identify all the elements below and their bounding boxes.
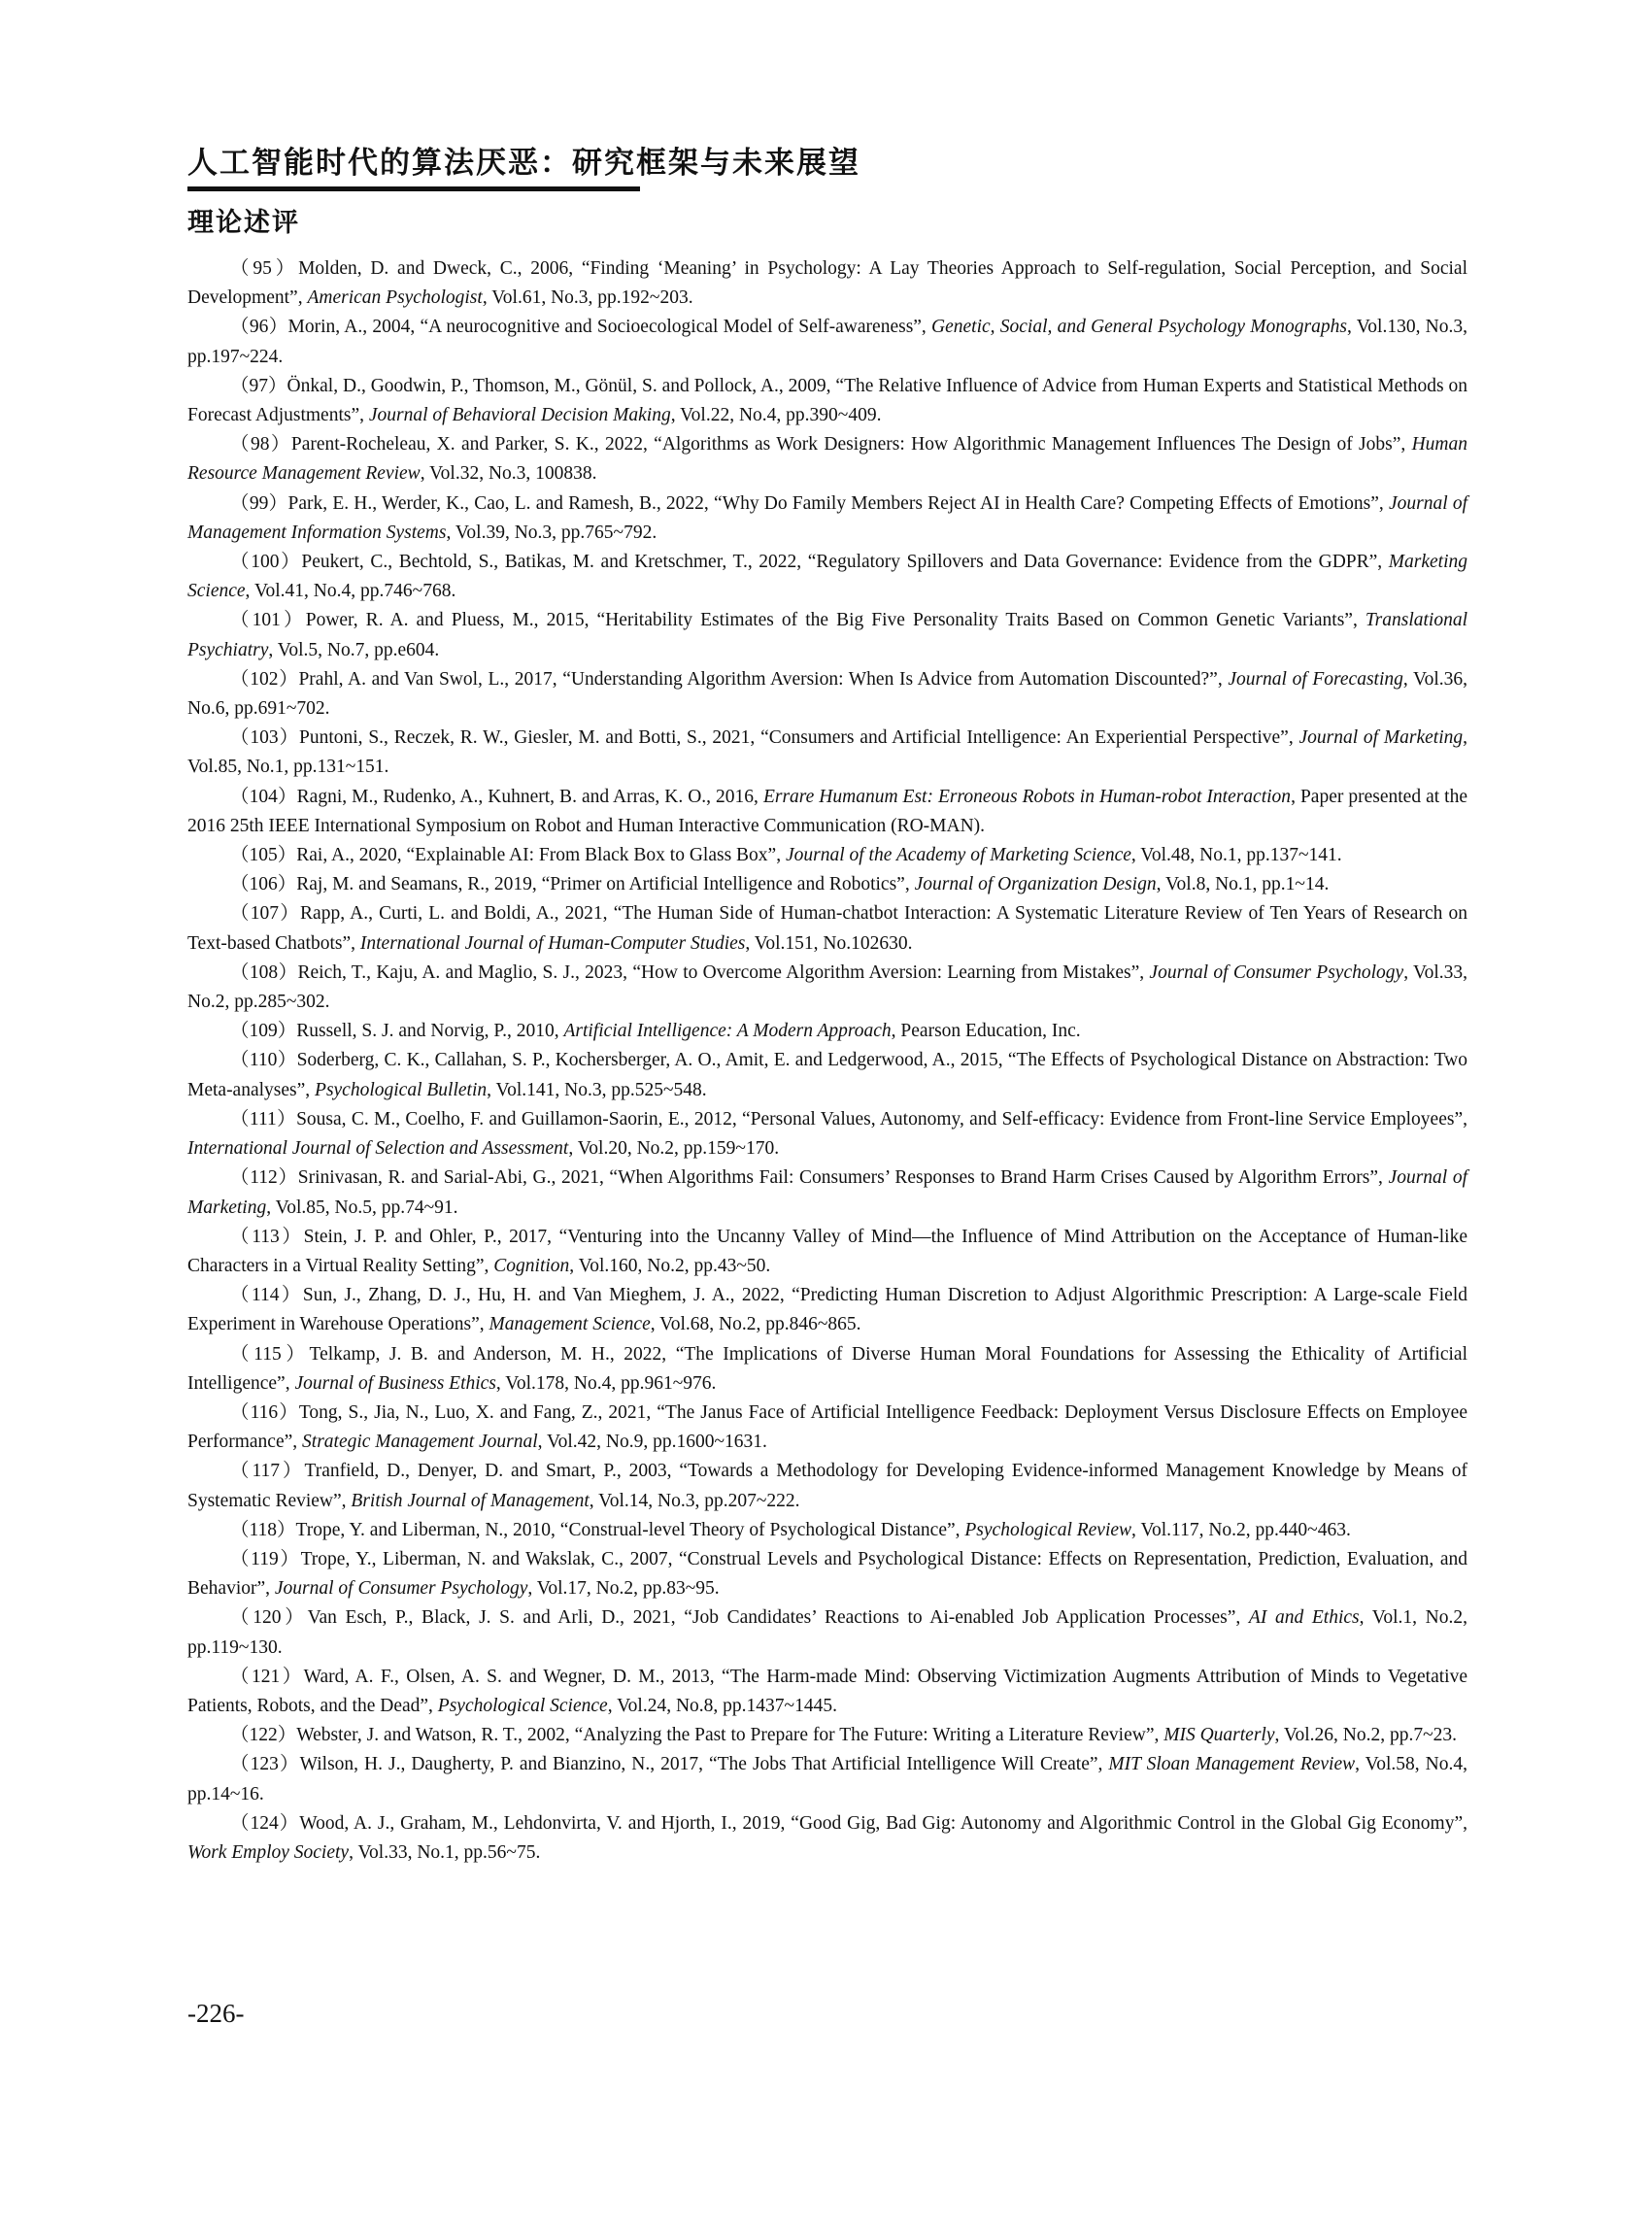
reference-details: , Vol.1, No.2, pp.119~130.: [187, 1607, 1467, 1658]
reference-details: , Vol.178, No.4, pp.961~976.: [495, 1372, 717, 1394]
reference-text: （123）Wilson, H. J., Daugherty, P. and Bianzino, N., 2017, “The Jobs That Artificial Intelligence Will Create”,: [230, 1754, 1109, 1775]
reference-text: （103）Puntoni, S., Reczek, R. W., Giesler, M. and Botti, S., 2021, “Consumers and Artificial Intelligence: An Experiential Perspective”,: [230, 727, 1299, 749]
reference-entry: [187, 548, 1467, 606]
reference-details: , Vol.5, No.7, pp.e604.: [268, 639, 440, 660]
reference-entry: [187, 899, 1467, 958]
reference-journal: Work Employ Society: [187, 1841, 350, 1863]
reference-journal: Management Science: [489, 1314, 651, 1335]
reference-entry: [187, 372, 1467, 430]
reference-text: （117）Tranfield, D., Denyer, D. and Smart, P., 2003, “Towards a Methodology for Developing Evidence-informed Management Knowledge by Means of Systematic Review”,: [187, 1461, 1467, 1511]
reference-journal: American Psychologist: [307, 287, 483, 309]
reference-entry: [187, 1105, 1467, 1164]
reference-journal: Journal of Marketing: [187, 1167, 1467, 1218]
reference-entry: [187, 1809, 1467, 1868]
reference-journal: British Journal of Management: [351, 1490, 590, 1511]
reference-text: （119）Trope, Y., Liberman, N. and Wakslak, C., 2007, “Construal Levels and Psychological Distance: Effects on Representation, Prediction, Evaluation, and Behavior”,: [187, 1548, 1467, 1600]
reference-details: , Vol.48, No.1, pp.137~141.: [1130, 845, 1342, 866]
reference-journal: MIS Quarterly: [1163, 1725, 1275, 1746]
reference-details: , Vol.85, No.1, pp.131~151.: [187, 727, 1467, 778]
header-rule: [187, 186, 640, 191]
reference-entry: [187, 1281, 1467, 1339]
reference-journal: MIT Sloan Management Review: [1108, 1754, 1356, 1775]
reference-journal: Cognition: [493, 1255, 570, 1276]
reference-text: （99）Park, E. H., Werder, K., Cao, L. and Ramesh, B., 2022, “Why Do Family Members Reject AI in Health Care? Competing Effects of Emotions”,: [230, 492, 1389, 514]
reference-entry: [187, 1046, 1467, 1104]
reference-entry: [187, 1399, 1467, 1457]
article-title: 人工智能时代的算法厌恶：研究框架与未来展望: [187, 146, 860, 181]
reference-details: , Vol.58, No.4, pp.14~16.: [187, 1754, 1467, 1804]
reference-journal: Artificial Intelligence: A Modern Approach: [563, 1021, 892, 1042]
reference-details: , Vol.33, No.2, pp.285~302.: [187, 961, 1467, 1013]
reference-entry: [187, 1721, 1467, 1750]
reference-details: , Vol.33, No.1, pp.56~75.: [349, 1841, 541, 1863]
reference-text: （111）Sousa, C. M., Coelho, F. and Guillamon-Saorin, E., 2012, “Personal Values, Autonomy, and Self-efficacy: Evidence from Front-line Service Employees”,: [230, 1108, 1467, 1130]
reference-journal: Errare Humanum Est: Erroneous Robots in Human-robot Interaction: [762, 786, 1292, 807]
reference-entry: [187, 783, 1467, 841]
reference-text: （100）Peukert, C., Bechtold, S., Batikas, M. and Kretschmer, T., 2022, “Regulatory Spillovers and Data Governance: Evidence from the GDPR”,: [230, 552, 1389, 573]
reference-text: （96）Morin, A., 2004, “A neurocognitive and Socioecological Model of Self-awareness”,: [230, 317, 932, 338]
reference-details: , Vol.20, No.2, pp.159~170.: [568, 1138, 780, 1160]
reference-text: （124）Wood, A. J., Graham, M., Lehdonvirta, V. and Hjorth, I., 2019, “Good Gig, Bad Gig: Autonomy and Algorithmic Control in the Global Gig Economy”,: [230, 1812, 1467, 1834]
reference-details: , Vol.42, No.9, pp.1600~1631.: [537, 1432, 767, 1453]
reference-details: , Vol.32, No.3, 100838.: [420, 463, 597, 485]
reference-entry: [187, 313, 1467, 371]
reference-text: （95）Molden, D. and Dweck, C., 2006, “Finding ‘Meaning’ in Psychology: A Lay Theories Approach to Self-regulation, Social Perception, and Social Development”,: [187, 258, 1467, 309]
reference-entry: [187, 1516, 1467, 1545]
reference-entry: [187, 1223, 1467, 1281]
reference-entry: [187, 665, 1467, 724]
reference-journal: International Journal of Human-Computer Studies: [359, 932, 746, 954]
reference-entry: [187, 1663, 1467, 1721]
reference-text: （97）Önkal, D., Goodwin, P., Thomson, M., Gönül, S. and Pollock, A., 2009, “The Relative Influence of Advice from Human Experts and Statistical Methods on Forecast Adjustments”,: [187, 375, 1467, 426]
reference-text: （114）Sun, J., Zhang, D. J., Hu, H. and Van Mieghem, J. A., 2022, “Predicting Human Discretion to Adjust Algorithmic Prescription: A Large-scale Field Experiment in Warehouse Operations”,: [187, 1285, 1467, 1335]
reference-entry: [187, 606, 1467, 664]
reference-entry: [187, 489, 1467, 548]
reference-journal: Journal of Business Ethics: [294, 1372, 496, 1394]
reference-journal: Translational Psychiatry: [187, 610, 1467, 660]
reference-text: （108）Reich, T., Kaju, A. and Maglio, S. J., 2023, “How to Overcome Algorithm Aversion: Learning from Mistakes”,: [230, 961, 1150, 983]
reference-journal: Journal of the Academy of Marketing Science: [785, 845, 1131, 866]
reference-text: （113）Stein, J. P. and Ohler, P., 2017, “Venturing into the Uncanny Valley of Mind—the Influence of Mind Attribution on the Acceptance of Human-like Characters in a Virtual Reality Setting”,: [187, 1226, 1467, 1276]
reference-journal: AI and Ethics: [1248, 1607, 1360, 1629]
reference-details: , Vol.8, No.1, pp.1~14.: [1156, 874, 1330, 895]
reference-journal: Journal of Consumer Psychology: [1149, 961, 1404, 983]
reference-journal: Journal of Behavioral Decision Making: [368, 405, 671, 426]
reference-entry: [187, 841, 1467, 870]
reference-journal: Strategic Management Journal: [302, 1432, 538, 1453]
reference-details: , Vol.17, No.2, pp.83~95.: [527, 1578, 720, 1600]
running-header: [187, 142, 1469, 185]
reference-journal: Genetic, Social, and General Psychology Monographs: [931, 317, 1347, 338]
reference-journal: Psychological Science: [437, 1695, 608, 1716]
reference-text: （105）Rai, A., 2020, “Explainable AI: From Black Box to Glass Box”,: [230, 845, 786, 866]
reference-details: , Vol.141, No.3, pp.525~548.: [487, 1079, 707, 1100]
reference-text: （115）Telkamp, J. B. and Anderson, M. H., 2022, “The Implications of Diverse Human Moral Foundations for Assessing the Ethicality of Artificial Intelligence”,: [187, 1343, 1467, 1394]
reference-journal: Human Resource Management Review: [187, 434, 1467, 485]
reference-details: , Vol.160, No.2, pp.43~50.: [569, 1255, 771, 1276]
reference-text: （120）Van Esch, P., Black, J. S. and Arli, D., 2021, “Job Candidates’ Reactions to Ai-enabled Job Application Processes”,: [230, 1607, 1249, 1629]
reference-text: （118）Trope, Y. and Liberman, N., 2010, “Construal-level Theory of Psychological Distance”,: [230, 1519, 965, 1540]
reference-entry: [187, 1603, 1467, 1662]
reference-details: , Vol.130, No.3, pp.197~224.: [187, 317, 1468, 367]
reference-journal: Journal of Management Information Systems: [187, 492, 1467, 543]
reference-details: , Vol.26, No.2, pp.7~23.: [1274, 1725, 1458, 1746]
reference-details: , Vol.36, No.6, pp.691~702.: [187, 668, 1467, 720]
reference-entry: [187, 254, 1467, 313]
reference-details: , Vol.22, No.4, pp.390~409.: [670, 405, 882, 426]
reference-text: （110）Soderberg, C. K., Callahan, S. P., Kochersberger, A. O., Amit, E. and Ledgerwood, A., 2015, “The Effects of Psychological Distance on Abstraction: Two Meta-analyses”,: [187, 1050, 1467, 1100]
reference-entry: [187, 1545, 1467, 1603]
reference-text: （101）Power, R. A. and Pluess, M., 2015, “Heritability Estimates of the Big Five Personality Traits Based on Common Genetic Variants”,: [230, 610, 1365, 631]
reference-text: （116）Tong, S., Jia, N., Luo, X. and Fang, Z., 2021, “The Janus Face of Artificial Intelligence Feedback: Deployment Versus Disclosure Effects on Employee Performance”,: [187, 1401, 1467, 1453]
reference-details: , Paper presented at the 2016 25th IEEE International Symposium on Robot and Human Interactive Communication (RO-MAN).: [187, 786, 1467, 836]
reference-journal: Journal of Consumer Psychology: [274, 1578, 528, 1600]
reference-journal: Psychological Bulletin: [315, 1079, 488, 1100]
reference-journal: Journal of Organization Design: [914, 874, 1157, 895]
reference-text: （121）Ward, A. F., Olsen, A. S. and Wegner, D. M., 2013, “The Harm-made Mind: Observing Victimization Augments Attribution of Minds to Vegetative Patients, Robots, and the Dead”,: [187, 1666, 1467, 1716]
reference-text: （107）Rapp, A., Curti, L. and Boldi, A., 2021, “The Human Side of Human-chatbot Interaction: A Systematic Literature Review of Ten Years of Research on Text-based Chatbots”,: [187, 903, 1467, 954]
reference-details: , Vol.41, No.4, pp.746~768.: [245, 581, 456, 602]
page-number: -226-: [187, 1999, 245, 2028]
reference-details: , Vol.39, No.3, pp.765~792.: [446, 522, 657, 543]
reference-details: , Vol.68, No.2, pp.846~865.: [650, 1314, 861, 1335]
reference-entry: [187, 870, 1467, 899]
section-label: 理论述评: [187, 208, 300, 238]
reference-text: （109）Russell, S. J. and Norvig, P., 2010,: [230, 1021, 564, 1042]
reference-entry: [187, 1457, 1467, 1515]
reference-details: , Vol.61, No.3, pp.192~203.: [482, 287, 693, 309]
reference-details: , Vol.14, No.3, pp.207~222.: [589, 1490, 800, 1511]
reference-details: , Vol.151, No.102630.: [745, 932, 913, 954]
reference-text: （102）Prahl, A. and Van Swol, L., 2017, “Understanding Algorithm Aversion: When Is Advice from Automation Discounted?”,: [230, 668, 1229, 690]
reference-journal: International Journal of Selection and Assessment: [187, 1138, 569, 1160]
reference-entry: [187, 959, 1467, 1017]
reference-text: （106）Raj, M. and Seamans, R., 2019, “Primer on Artificial Intelligence and Robotics”,: [230, 874, 915, 895]
reference-text: （122）Webster, J. and Watson, R. T., 2002, “Analyzing the Past to Prepare for The Future: Writing a Literature Review”,: [230, 1725, 1164, 1746]
reference-entry: [187, 430, 1467, 489]
reference-entry: [187, 1750, 1467, 1808]
reference-list: [187, 254, 1467, 1868]
reference-entry: [187, 1340, 1467, 1399]
reference-text: （112）Srinivasan, R. and Sarial-Abi, G., 2021, “When Algorithms Fail: Consumers’ Responses to Brand Harm Crises Caused by Algorithm Errors”,: [230, 1167, 1389, 1189]
reference-text: （98）Parent-Rocheleau, X. and Parker, S. K., 2022, “Algorithms as Work Designers: How Algorithmic Management Influences The Design of Jobs”,: [230, 434, 1412, 455]
reference-details: , Pearson Education, Inc.: [891, 1021, 1081, 1042]
reference-entry: [187, 724, 1467, 782]
reference-journal: Marketing Science: [187, 552, 1467, 602]
reference-journal: Journal of Marketing: [1298, 727, 1464, 749]
reference-details: , Vol.85, No.5, pp.74~91.: [266, 1197, 458, 1218]
reference-text: （104）Ragni, M., Rudenko, A., Kuhnert, B. and Arras, K. O., 2016,: [230, 786, 763, 807]
reference-entry: [187, 1017, 1467, 1046]
reference-details: , Vol.24, No.8, pp.1437~1445.: [607, 1695, 837, 1716]
reference-details: , Vol.117, No.2, pp.440~463.: [1131, 1519, 1351, 1540]
reference-entry: [187, 1164, 1467, 1222]
reference-journal: Journal of Forecasting: [1228, 668, 1403, 690]
reference-journal: Psychological Review: [964, 1519, 1132, 1540]
